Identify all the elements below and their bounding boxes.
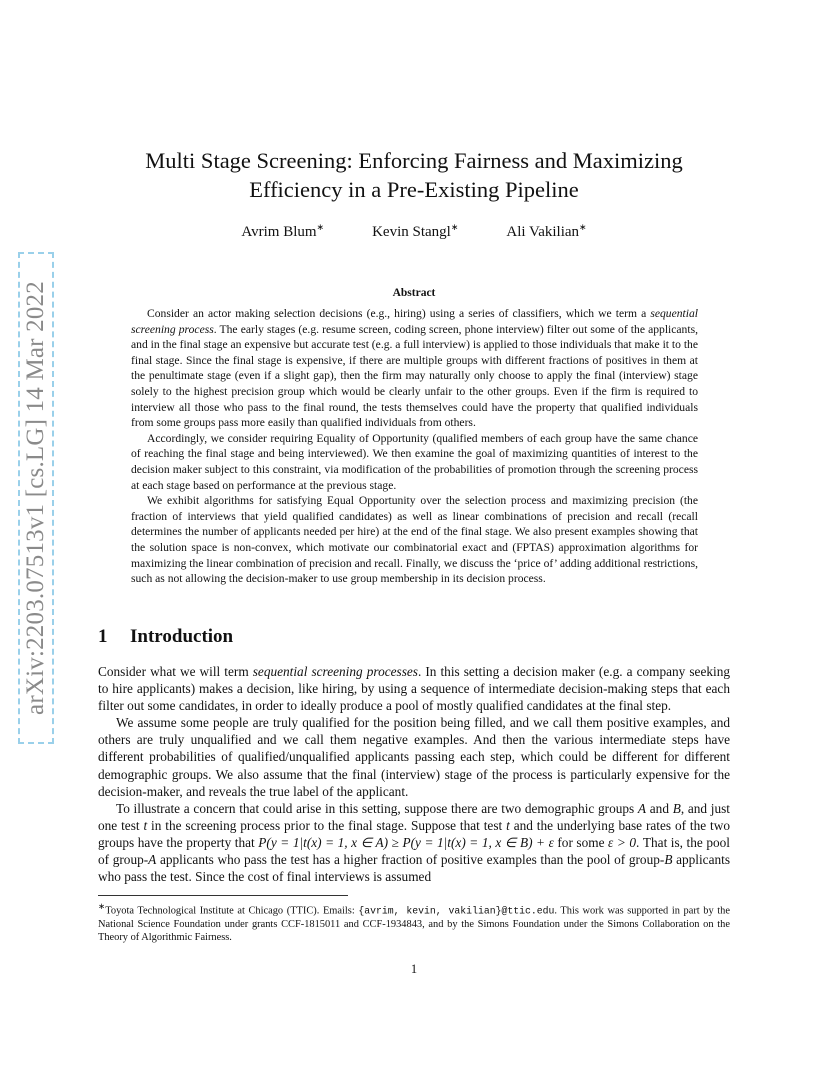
paper-title: Multi Stage Screening: Enforcing Fairness and Maximizing Efficiency in a Pre-Existing Pipeline [145, 148, 683, 202]
author: Ali Vakilian∗ [506, 222, 587, 240]
author: Kevin Stangl∗ [372, 222, 459, 240]
abstract-body [131, 306, 698, 587]
body-paragraph: We assume some people are truly qualified for the position being filled, and we call them positive examples, and others are truly unqualified and we call them negative examples. And then the various intermediate steps have different probabilities of qualified/unqualified applicants passing each step, which could be different for different demographic groups. We also assume that the final (interview) stage of the process is particularly expensive for the decision-maker, and reveals the true label of the applicant. [98, 715, 730, 799]
body-paragraph: To illustrate a concern that could arise in this setting, suppose there are two demographic groups A and B, and just one test t in the screening process prior to the final stage. Suppose that test t and the underlying base rates of the two groups have the property that P(y = 1|t(x) = 1, x ∈ A) ≥ P(y = 1|t(x) = 1, x ∈ B) + ε for some ε > 0. That is, the pool of group-A applicants who pass the test has a higher fraction of positive examples than the pool of group-B applicants who pass the test. Since the cost of final interviews is assumed [98, 800, 731, 885]
footnote: ∗Toyota Technological Institute at Chicago (TTIC). Emails: {avrim, kevin, vakilian}@ttic.edu. This work was supported in part by the National Science Foundation under grants CCF-1815011 and CCF-1934843, and by the Simons Foundation under the Simons Collaboration on the Theory of Algorithmic Fairness. [98, 901, 730, 943]
footnote-divider [98, 895, 348, 896]
abstract-heading: Abstract [392, 287, 436, 299]
abstract-paragraph: Accordingly, we consider requiring Equality of Opportunity (qualified members of each group have the same chance of reaching the final stage and being interviewed). We then examine the goal of maximizing quantities of interest to the decision maker subject to this constraint, via modification of the probabilities of promotion through the screening process at each stage based on performance at the previous stage. [131, 431, 698, 492]
body-paragraph: Consider what we will term sequential screening processes. In this setting a decision maker (e.g. a company seeking to hire applicants) makes a decision, like hiring, by using a sequence of intermediate decision-making steps that each filter out some candidates, in order to ideally produce a pool of mostly qualified candidates at the final step. [98, 664, 730, 714]
introduction-body [98, 663, 730, 885]
page-number: 1 [410, 962, 418, 976]
arxiv-watermark [18, 252, 54, 744]
author-list [98, 222, 730, 241]
abstract-paragraph: We exhibit algorithms for satisfying Equal Opportunity over the selection process and maximizing precision (the fraction of interviews that yield qualified candidates) as well as linear combinations of precision and recall (recall determines the number of applicants needed per hire) at the end of the final stage. We also present examples showing that the solution space is non-convex, which motivate our combinatorial exact and (FPTAS) approximation algorithms for maximizing the linear combination of precision and recall. Finally, we discuss the ‘price of’ adding additional restrictions, such as not allowing the decision-maker to use group membership in its decision process. [131, 494, 698, 586]
abstract-paragraph: Consider an actor making selection decisions (e.g., hiring) using a series of classifiers, which we term a sequential screening process. The early stages (e.g. resume screen, coding screen, phone interview) filter out some of the applicants, and in the final stage an expensive but accurate test (e.g. a full interview) is applied to those individuals that make it to the final stage. Since the final stage is expensive, if there are multiple groups with different fractions of positives in them at the penultimate stage (even if a slight gap), then the firm may naturally only choose to apply the final (interview) stage solely to the highest precision group which would be clearly unfair to the other groups. Even if the firm is required to interview all those who pass to the final round, the tests themselves could have the property that qualified individuals from some groups pass more easily than qualified individuals from others. [131, 307, 698, 430]
author: Avrim Blum∗ [241, 222, 325, 240]
email-list: {avrim, kevin, vakilian}@ttic.edu [358, 905, 555, 917]
section-heading: 1 Introduction [98, 626, 234, 647]
arxiv-id: arXiv:2203.07513v1 [cs.LG] 14 Mar 2022 [22, 281, 49, 715]
math-expression: P(y = 1|t(x) = 1, x ∈ A) ≥ P(y = 1|t(x) = 1, x ∈ B) + ε [258, 834, 554, 850]
